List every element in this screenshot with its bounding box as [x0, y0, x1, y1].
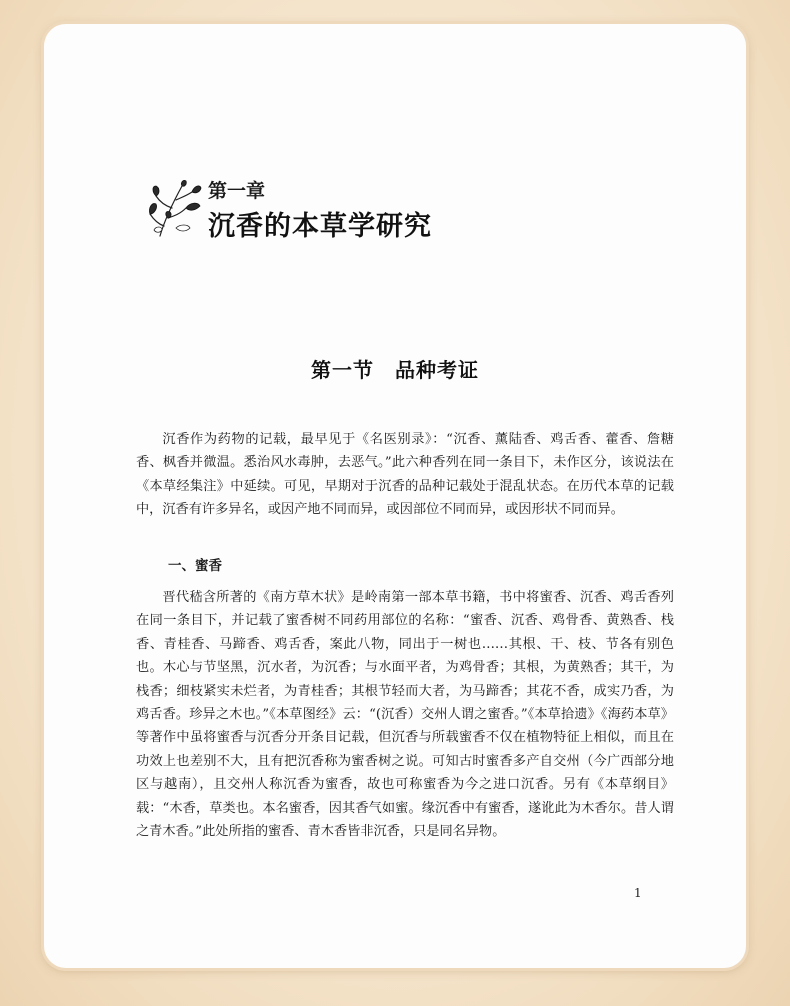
subheading: 一、蜜香 [168, 558, 222, 574]
book-page [44, 24, 746, 968]
plant-sprig-icon [146, 178, 202, 238]
body-paragraph-1: 沉香作为药物的记载，最早见于《名医别录》：“沉香、薰陆香、鸡舌香、藿香、詹糖香、枫香并微温。悉治风水毒肿，去恶气。”此六种香列在同一条目下，未作区分，该说法在《本草经集注》中延续。可见，早期对于沉香的品种记载处于混乱状态。在历代本草的记载中，沉香有许多异名，或因产地不同而异，或因部位不同而异，或因形状不同而异。 [136, 432, 674, 518]
page-number: 1 [634, 886, 642, 900]
chapter-label: 第一章 [208, 180, 266, 202]
section-title: 第一节 品种考证 [311, 358, 479, 382]
body-paragraph-2: 晋代嵇含所著的《南方草木状》是岭南第一部本草书籍，书中将蜜香、沉香、鸡舌香列在同一条目下，并记载了蜜香树不同药用部位的名称：“蜜香、沉香、鸡骨香、黄熟香、栈香、青桂香、马蹄香、鸡舌香，案此八物，同出于一树也……其根、干、枝、节各有别色也。木心与节坚黑，沉水者，为沉香；与水面平者，为鸡骨香；其根，为黄熟香；其干，为栈香；细枝紧实未烂者，为青桂香；其根节轻而大者，为马蹄香；其花不香，成实乃香，为鸡舌香。珍异之木也。”《本草图经》云：“(沉香）交州人谓之蜜香。”《本草拾遗》《海药本草》等著作中虽将蜜香与沉香分开条目记载，但沉香与所载蜜香不仅在植物特征上相似，而且在功效上也差别不大，且有把沉香称为蜜香树之说。可知古时蜜香多产自交州（今广西部分地区与越南），且交州人称沉香为蜜香，故也可称蜜香为今之进口沉香。另有《本草纲目》载：“木香，草类也。本名蜜香，因其香气如蜜。缘沉香中有蜜香，遂讹此为木香尔。昔人谓之青木香。”此处所指的蜜香、青木香皆非沉香，只是同名异物。 [136, 590, 674, 840]
chapter-title: 沉香的本草学研究 [208, 211, 432, 242]
